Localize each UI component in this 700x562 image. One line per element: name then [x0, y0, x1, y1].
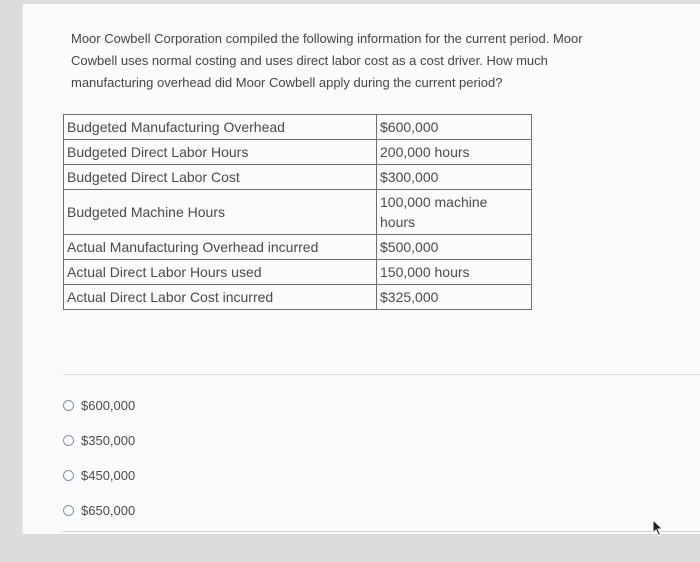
answer-option[interactable] [63, 493, 135, 528]
mouse-cursor-icon [652, 519, 666, 537]
question-line: manufacturing overhead did Moor Cowbell apply during the current period? [71, 75, 503, 90]
table-row [64, 190, 532, 235]
table-row [64, 260, 532, 285]
table-row [64, 235, 532, 260]
table-row [64, 165, 532, 190]
row-label: Budgeted Manufacturing Overhead [64, 115, 377, 140]
question-page [22, 4, 700, 535]
row-value: $500,000 [377, 235, 532, 260]
question-text [71, 28, 651, 94]
row-value [377, 190, 532, 235]
question-line: Moor Cowbell Corporation compiled the following information for the current period. Moor [71, 31, 583, 46]
answer-label: $600,000 [81, 398, 136, 413]
answer-options [63, 388, 135, 528]
row-label: Budgeted Machine Hours [64, 190, 377, 235]
row-value: 150,000 hours [377, 260, 532, 285]
table-row [64, 140, 532, 165]
row-label: Actual Manufacturing Overhead incurred [64, 235, 377, 260]
row-label: Actual Direct Labor Cost incurred [64, 285, 377, 310]
row-value-line: hours [380, 214, 416, 230]
row-value: 200,000 hours [377, 140, 532, 165]
row-label: Budgeted Direct Labor Cost [64, 165, 377, 190]
radio-button[interactable] [63, 470, 74, 481]
radio-button[interactable] [63, 400, 74, 411]
radio-button[interactable] [63, 435, 74, 446]
table-row [64, 285, 532, 310]
row-label: Budgeted Direct Labor Hours [64, 140, 377, 165]
row-value-line: 100,000 machine [380, 194, 488, 210]
answer-label: $650,000 [81, 503, 136, 518]
divider [63, 374, 700, 375]
answer-option[interactable] [63, 423, 135, 458]
answer-option[interactable] [63, 458, 135, 493]
radio-button[interactable] [63, 505, 74, 516]
row-value: $600,000 [377, 115, 532, 140]
row-value: $325,000 [377, 285, 532, 310]
row-value: $300,000 [377, 165, 532, 190]
table-row [64, 115, 532, 140]
answer-label: $450,000 [81, 468, 136, 483]
answer-option[interactable] [63, 388, 135, 423]
question-line: Cowbell uses normal costing and uses direct labor cost as a cost driver. How much [71, 53, 548, 68]
row-label: Actual Direct Labor Hours used [64, 260, 377, 285]
cost-info-table [63, 114, 532, 310]
answer-label: $350,000 [81, 433, 136, 448]
divider [63, 531, 700, 532]
